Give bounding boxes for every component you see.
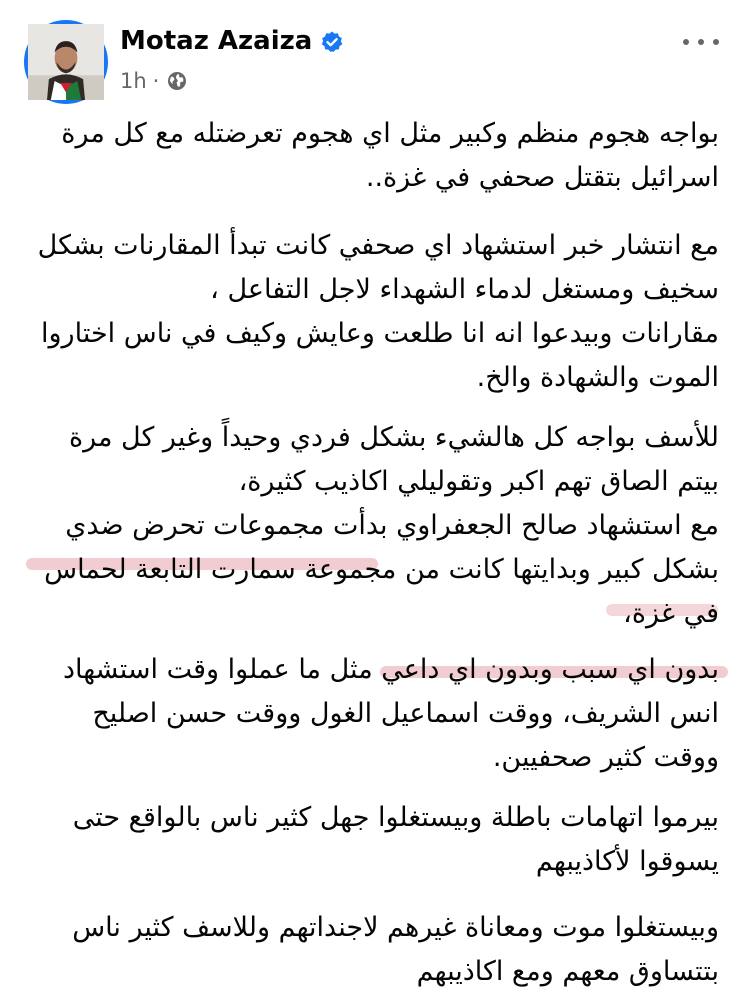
post-line: سخيف ومستغل لدماء الشهداء لاجل التفاعل ، [210,274,719,305]
verified-badge-icon [320,30,344,54]
post-line: بدون اي سبب وبدون اي داعي مثل ما عملوا وقت استشهاد [62,654,719,685]
post-line: مع انتشار خبر استشهاد اي صحفي كانت تبدأ المقارنات بشكل [37,230,719,261]
post-line: ووقت كثير صحفيين. [492,742,719,773]
post-line: بيرموا اتهامات باطلة وبيستغلوا جهل كثير ناس بالواقع حتى [72,802,719,833]
post-line: الموت والشهادة والخ. [476,362,719,393]
globe-icon[interactable] [165,69,189,93]
post-paragraph [24,648,719,780]
post-line: في غزة، [623,598,719,629]
avatar[interactable] [24,20,108,104]
avatar-image [28,24,104,100]
post-line: اسرائيل بتقتل صحفي في غزة.. [365,162,719,193]
post-line: للأسف بواجه كل هالشيء بشكل فردي وحيداً وغير كل مرة [68,422,719,453]
post-time[interactable]: 1h [120,69,147,93]
menu-dot [683,39,689,45]
post-line: بتتساوق معهم ومع اكاذيبهم [416,956,719,987]
post-header [24,16,719,104]
post-line: بشكل كبير وبدايتها كانت من مجموعة سمارت التابعة لحماس [44,554,719,585]
post-line: انس الشريف، ووقت اسماعيل الغول ووقت حسن اصليح [92,698,719,729]
post-line: بواجه هجوم منظم وكبير مثل اي هجوم تعرضتله مع كل مرة [61,118,719,149]
post-line: بيتم الصاق تهم اكبر وتقوليلي اكاذيب كثيرة، [238,466,719,497]
post-paragraph [24,416,719,636]
menu-dot [713,39,719,45]
post-body [0,112,743,987]
author-name[interactable]: Motaz Azaiza [120,26,313,56]
post-paragraph [24,224,719,400]
more-options-icon[interactable] [683,32,719,52]
post-line: يسوقوا لأكاذيبهم [535,846,719,877]
meta-separator: · [152,69,160,93]
post-line: وبيستغلوا موت ومعاناة غيرهم لاجنداتهم وللاسف كثير ناس [72,912,719,943]
post-meta [120,66,189,96]
post-paragraph [24,906,719,994]
post-paragraph [24,796,719,884]
post-line: مقارانات وبيدعوا انه انا طلعت وعايش وكيف في ناس اختاروا [41,318,719,349]
post-paragraph [24,112,719,200]
post-line: مع استشهاد صالح الجعفراوي بدأت مجموعات تحرض ضدي [65,510,719,541]
menu-dot [698,39,704,45]
